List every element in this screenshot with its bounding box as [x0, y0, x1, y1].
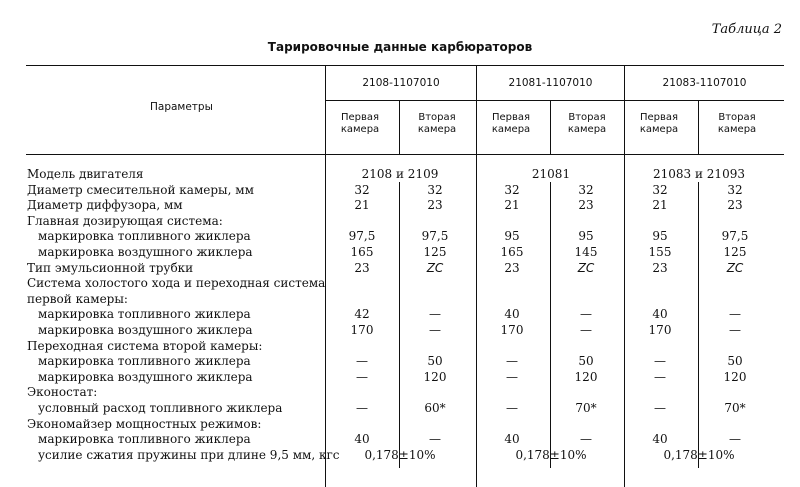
row-label: Экономайзер мощностных режимов:	[27, 416, 262, 431]
table-row	[0, 323, 800, 339]
table-row	[0, 167, 800, 183]
table-cell: 50	[427, 354, 443, 369]
table-row	[0, 261, 800, 277]
table-cell: 145	[574, 245, 598, 259]
table-row	[0, 183, 800, 199]
row-label: Модель двигателя	[27, 167, 144, 181]
table-row	[0, 292, 800, 308]
row-label: усилие сжатия пружины при длине 9,5 мм, кгс	[38, 447, 340, 462]
table-row	[0, 354, 800, 370]
table-cell: 23	[504, 260, 520, 275]
merged-cell: 0,178±10%	[663, 447, 735, 462]
table-cell: 21	[652, 198, 668, 213]
table-cell: —	[729, 307, 741, 322]
merged-cell: 21083 и 21093	[653, 167, 745, 181]
row-label: маркировка топливного жиклера	[38, 354, 251, 369]
table-row	[0, 276, 800, 292]
table-cell: 32	[427, 182, 443, 197]
table-cell: ZC	[726, 260, 744, 275]
table-cell: 120	[423, 369, 447, 384]
row-label: Диаметр диффузора, мм	[27, 198, 183, 213]
table-cell: —	[506, 401, 518, 415]
table-cell: —	[580, 323, 592, 337]
header-mid-rule	[326, 100, 784, 101]
subhead-first-1: Первая камера	[340, 112, 380, 135]
table-cell: 70*	[575, 401, 597, 415]
table-cell: 42	[354, 307, 370, 322]
table-cell: 97,5	[421, 229, 449, 244]
subhead-first-2: Первая камера	[491, 112, 531, 135]
sub-divider-2	[550, 101, 551, 154]
model-header-2: 21081-1107010	[508, 77, 593, 89]
table-cell: —	[729, 323, 741, 337]
table-cell: —	[356, 369, 368, 384]
table-cell: 120	[723, 369, 747, 384]
table-cell: 165	[500, 245, 524, 259]
table-cell: —	[356, 354, 368, 369]
table-row	[0, 432, 800, 448]
subhead-second-2: Вторая камера	[567, 112, 607, 135]
table-row	[0, 214, 800, 230]
table-cell: 23	[427, 198, 443, 213]
table-cell: 21	[504, 198, 520, 213]
table-cell: 23	[652, 260, 668, 275]
table-cell: 32	[578, 182, 594, 197]
table-cell: —	[506, 354, 518, 369]
table-cell: 95	[504, 229, 520, 244]
table-row	[0, 198, 800, 214]
table-cell: 32	[504, 182, 520, 197]
row-label: Переходная система второй камеры:	[27, 338, 263, 353]
row-label: маркировка топливного жиклера	[38, 307, 251, 322]
table-cell: 21	[354, 198, 370, 213]
table-row	[0, 417, 800, 433]
table-cell: 155	[648, 245, 672, 259]
row-label: маркировка топливного жиклера	[38, 432, 251, 447]
table-row	[0, 307, 800, 323]
table-cell: 170	[500, 323, 524, 337]
subhead-second-3: Вторая камера	[717, 112, 757, 135]
table-row	[0, 229, 800, 245]
row-label: Эконостат:	[27, 385, 98, 400]
table-cell: 70*	[724, 401, 746, 415]
row-label: Диаметр смесительной камеры, мм	[27, 182, 254, 197]
row-label: маркировка воздушного жиклера	[38, 369, 253, 384]
table-cell: 40	[504, 432, 520, 447]
table-cell: 32	[652, 182, 668, 197]
table-cell: 170	[648, 323, 672, 337]
table-cell: 40	[652, 307, 668, 322]
header-bottom-rule	[26, 154, 784, 155]
table-cell: ZC	[577, 260, 595, 275]
table-row	[0, 245, 800, 261]
table-title: Тарировочные данные карбюраторов	[267, 40, 533, 54]
table-cell: 23	[727, 198, 743, 213]
table-row	[0, 339, 800, 355]
table-cell: 23	[578, 198, 594, 213]
sub-divider-1	[399, 101, 400, 154]
row-label: первой камеры:	[27, 291, 128, 306]
table-cell: 95	[652, 229, 668, 244]
table-cell: —	[506, 369, 518, 384]
row-label: маркировка воздушного жиклера	[38, 245, 253, 259]
row-label: Тип эмульсионной трубки	[27, 260, 194, 275]
table-cell: 95	[578, 229, 594, 244]
table-cell: 165	[350, 245, 374, 259]
table-cell: 40	[504, 307, 520, 322]
table-cell: 50	[578, 354, 594, 369]
table-cell: —	[654, 369, 666, 384]
table-cell: 50	[727, 354, 743, 369]
top-rule	[26, 65, 784, 66]
merged-cell: 0,178±10%	[364, 447, 436, 462]
table-cell: —	[654, 354, 666, 369]
table-cell: —	[729, 432, 741, 447]
table-cell: 40	[354, 432, 370, 447]
row-label: Главная дозирующая система:	[27, 213, 223, 228]
table-row	[0, 370, 800, 386]
table-cell: —	[429, 307, 441, 322]
row-label: маркировка топливного жиклера	[38, 229, 251, 244]
table-cell: 125	[423, 245, 447, 259]
table-cell: 40	[652, 432, 668, 447]
model-header-1: 2108-1107010	[362, 77, 440, 89]
table-caption: Таблица 2	[711, 22, 782, 37]
table-row	[0, 385, 800, 401]
merged-cell: 2108 и 2109	[361, 167, 439, 181]
table-cell: —	[580, 432, 592, 447]
table-cell: 32	[354, 182, 370, 197]
merged-cell: 21081	[531, 167, 571, 181]
table-cell: 120	[574, 369, 598, 384]
merged-cell: 0,178±10%	[515, 447, 587, 462]
table-cell: —	[654, 401, 666, 415]
table-cell: —	[429, 323, 441, 337]
params-header: Параметры	[150, 101, 213, 113]
subhead-second-1: Вторая камера	[417, 112, 457, 135]
table-cell: 97,5	[721, 229, 749, 244]
table-row	[0, 401, 800, 417]
subhead-first-3: Первая камера	[639, 112, 679, 135]
sub-divider-3	[698, 101, 699, 154]
table-cell: —	[580, 307, 592, 322]
table-cell: 60*	[424, 401, 446, 415]
row-label: Система холостого хода и переходная система	[27, 276, 326, 291]
model-header-3: 21083-1107010	[662, 77, 747, 89]
table-cell: 97,5	[348, 229, 376, 244]
table-cell: 32	[727, 182, 743, 197]
row-label: маркировка воздушного жиклера	[38, 323, 253, 337]
table-cell: —	[429, 432, 441, 447]
table-cell: ZC	[426, 260, 444, 275]
table-row	[0, 448, 800, 464]
table-cell: 125	[723, 245, 747, 259]
table-cell: —	[356, 401, 368, 415]
table-cell: 23	[354, 260, 370, 275]
table-cell: 170	[350, 323, 374, 337]
row-label: условный расход топливного жиклера	[38, 401, 283, 415]
